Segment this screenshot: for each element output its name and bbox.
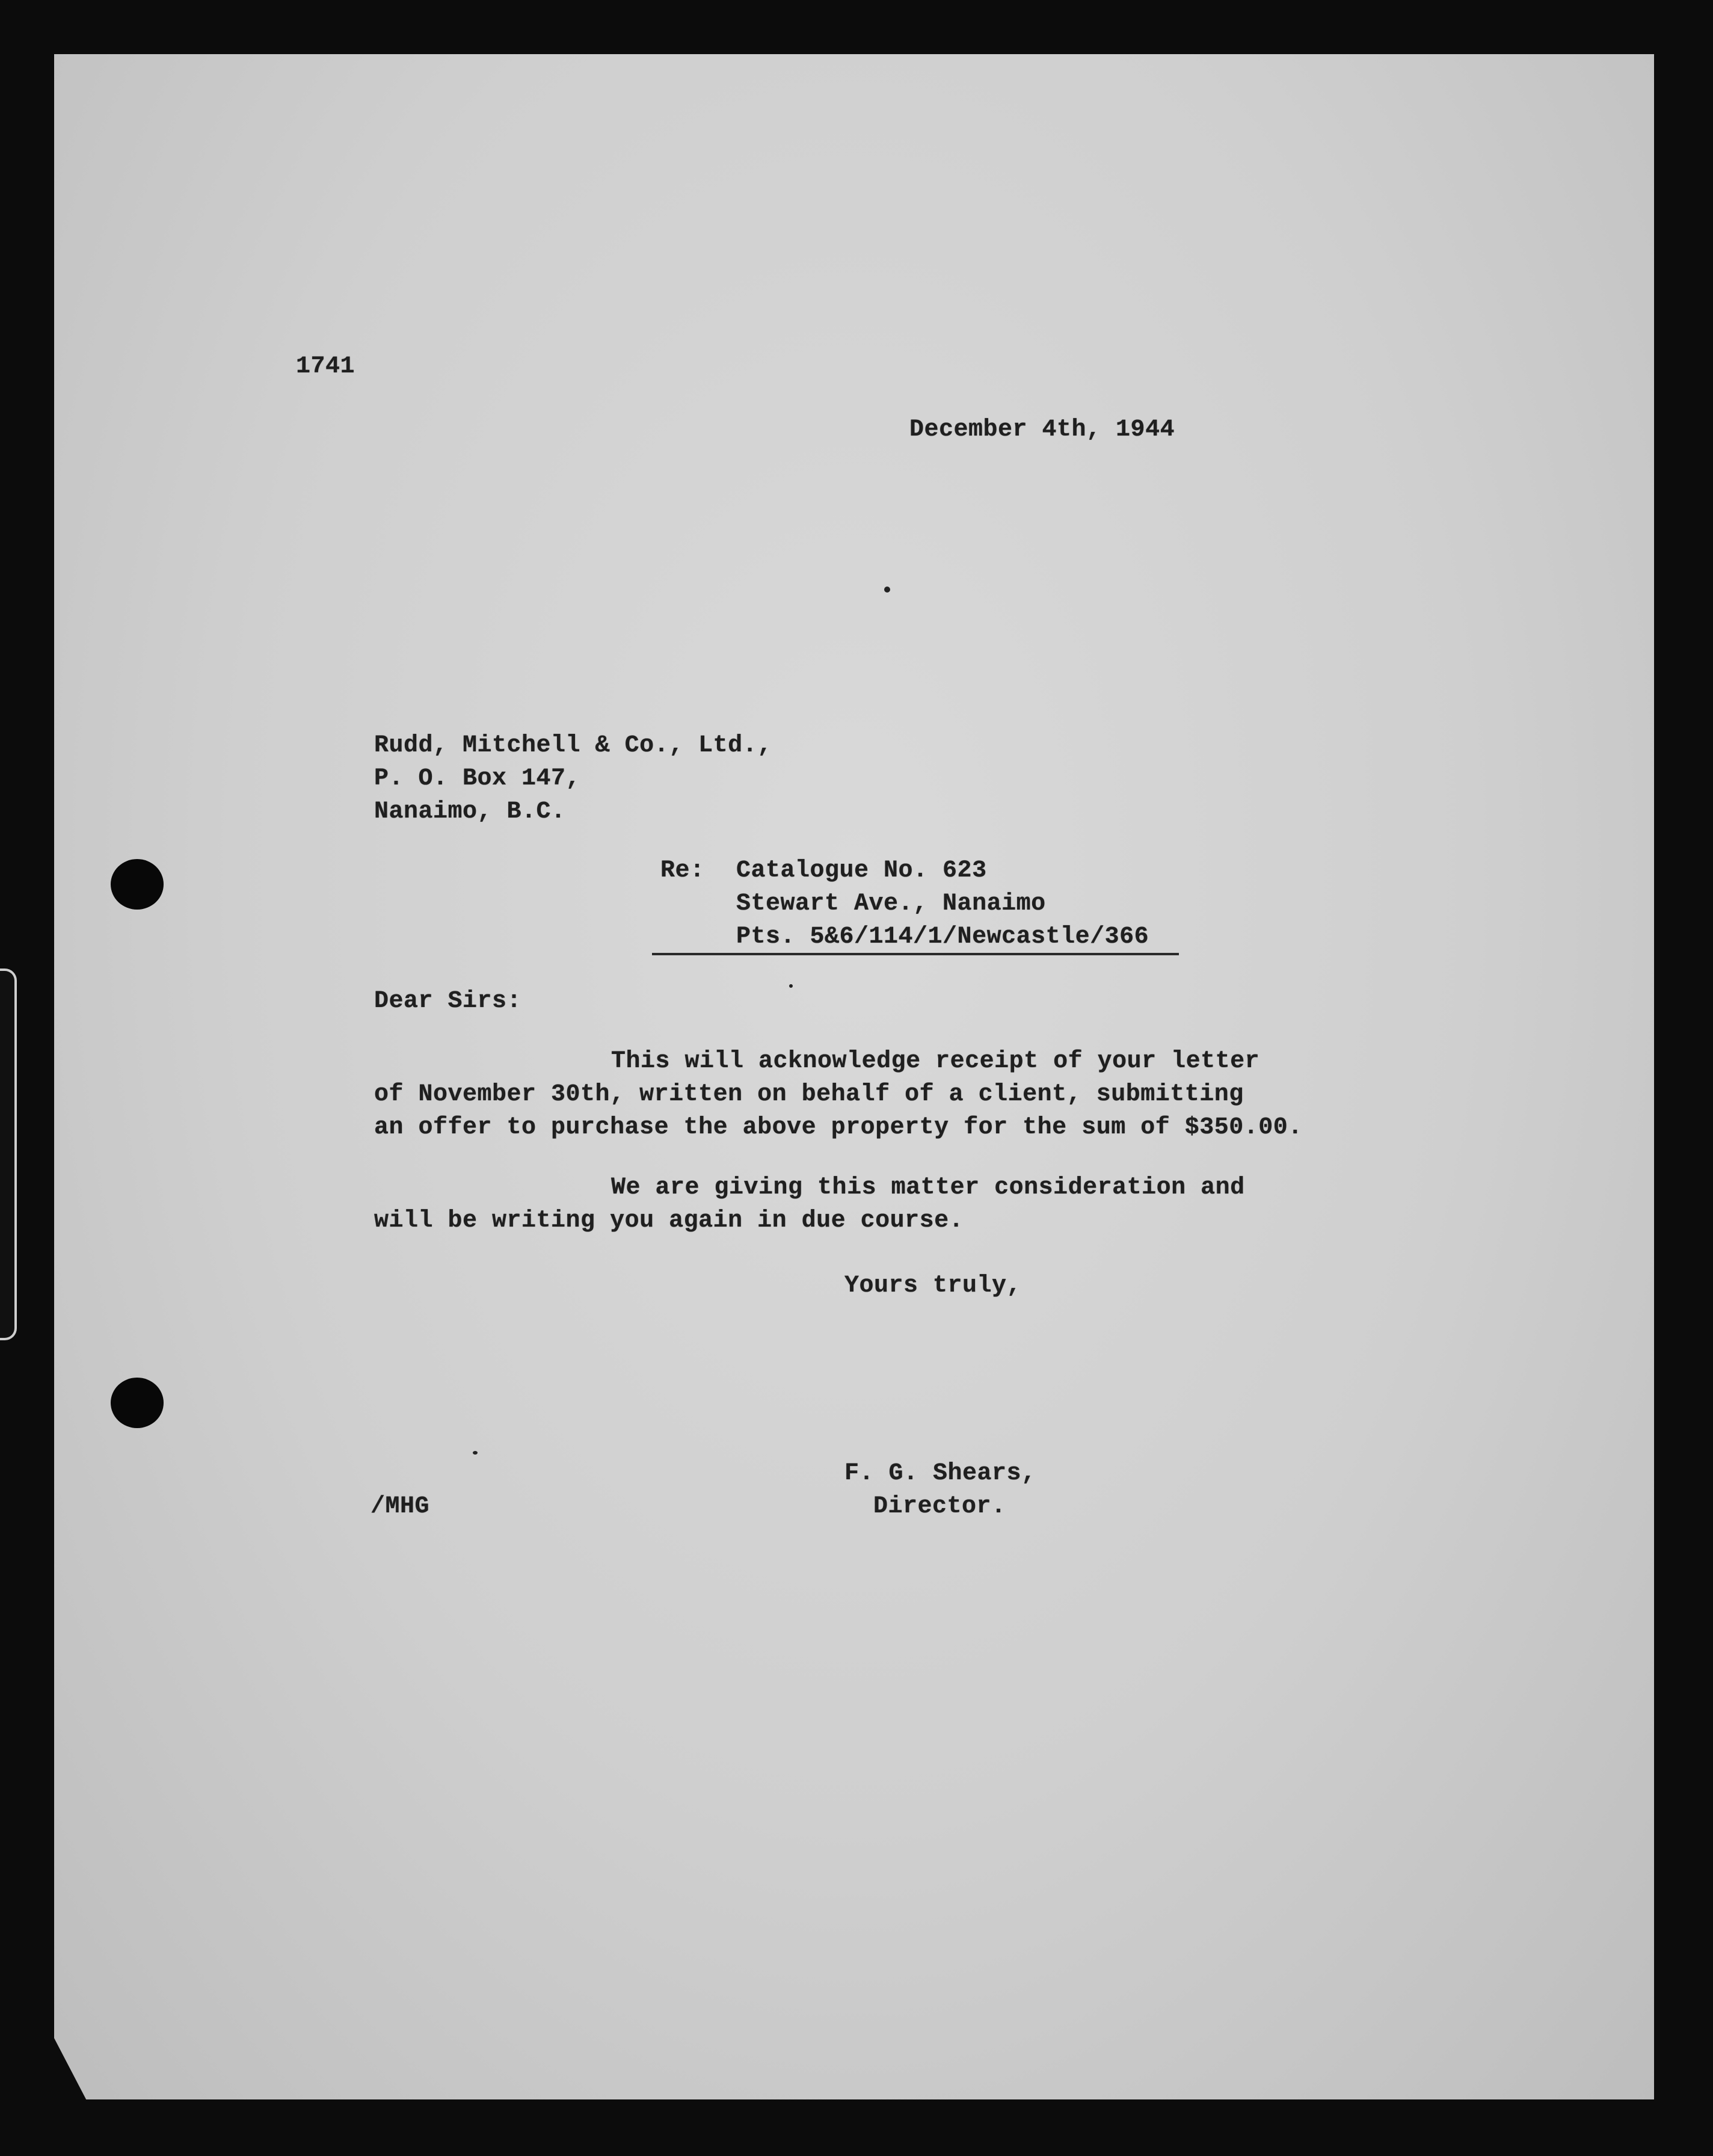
ink-speck [473,1451,478,1455]
paragraph1-line1: This will acknowledge receipt of your letter [611,1048,1260,1075]
letter-date: December 4th, 1944 [909,416,1175,443]
binder-tab-edge [0,969,17,1340]
reference-catalogue: Catalogue No. 623 [736,857,987,884]
salutation: Dear Sirs: [374,988,522,1015]
ink-speck [789,984,793,988]
ink-speck [884,587,890,593]
closing: Yours truly, [844,1272,1022,1299]
signatory-name: F. G. Shears, [844,1460,1036,1487]
recipient-city: Nanaimo, B.C. [374,798,566,825]
reference-underline [652,953,1179,955]
paragraph2-line1: We are giving this matter consideration and [611,1174,1245,1201]
signatory-title: Director. [873,1493,1006,1520]
letter-sheet [54,54,1654,2099]
reference-label: Re: [660,857,705,884]
punch-hole-top [111,859,164,910]
reference-address: Stewart Ave., Nanaimo [736,890,1046,917]
recipient-po-box: P. O. Box 147, [374,765,581,792]
typist-initials: /MHG [371,1493,430,1520]
paragraph1-line2: of November 30th, written on behalf of a client, submitting [374,1081,1244,1108]
file-number: 1741 [296,353,355,380]
paragraph2-line2: will be writing you again in due course. [374,1207,964,1234]
reference-parcel: Pts. 5&6/114/1/Newcastle/366 [736,923,1149,950]
punch-hole-bottom [111,1378,164,1428]
recipient-name: Rudd, Mitchell & Co., Ltd., [374,732,772,759]
paragraph1-line3: an offer to purchase the above property for the sum of $350.00. [374,1114,1303,1141]
